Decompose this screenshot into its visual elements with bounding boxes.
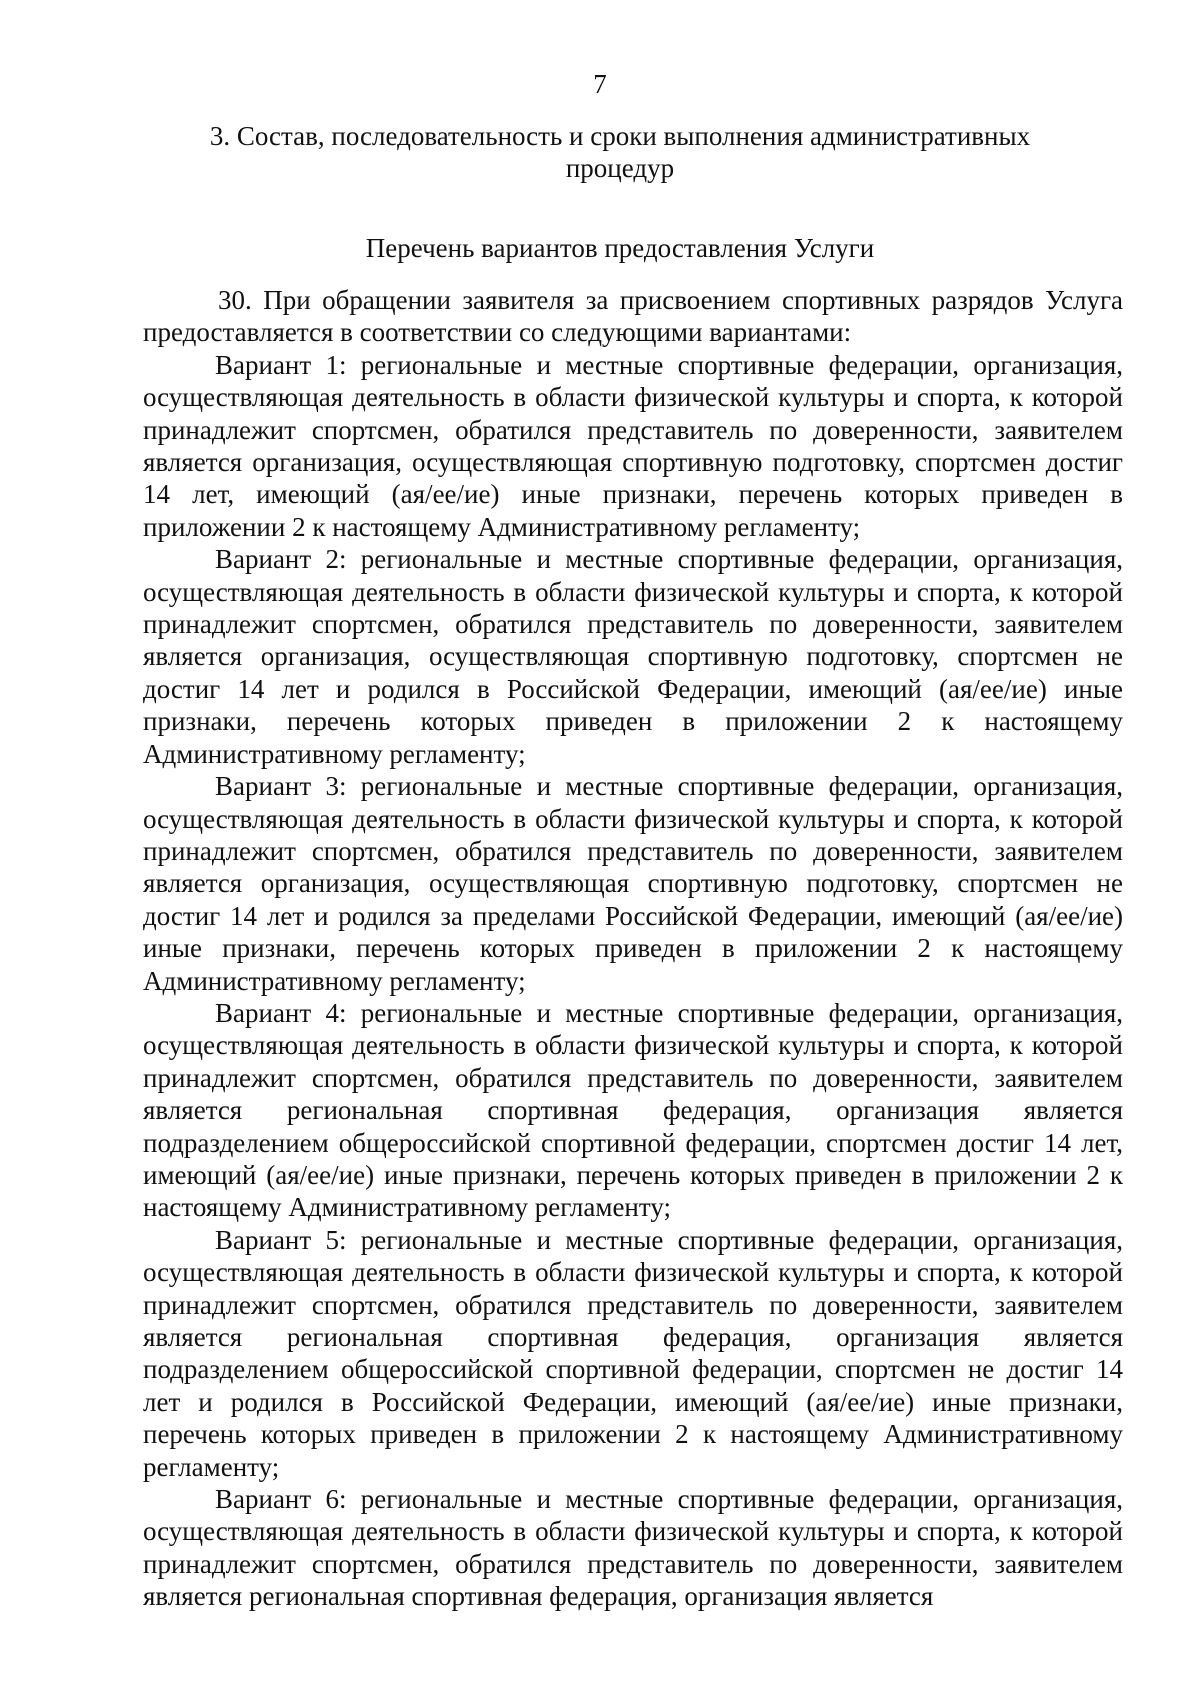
paragraph-variant-2: Вариант 2: региональные и местные спортивные федерации, организация, осуществляющая деятельность в области физической культуры и спорта, к которой принадлежит спортсмен, обратился представитель по доверенности, заявителем является организация, осуществляющая спортивную подготовку, спортсмен не достиг 14 лет и родился в Российской Федерации, имеющий (ая/ее/ие) иные признаки, перечень которых приведен в приложении 2 к настоящему Административному регламенту; (143, 544, 1123, 769)
paragraph-variant-6: Вариант 6: региональные и местные спортивные федерации, организация, осуществляющая деятельность в области физической культуры и спорта, к которой принадлежит спортсмен, обратился представитель по доверенности, заявителем является региональная спортивная федерация, организация является (143, 1484, 1123, 1612)
paragraph-30: 30. При обращении заявителя за присвоением спортивных разрядов Услуга предоставляется в соответствии со следующими вариантами: (143, 285, 1123, 348)
body-text (143, 284, 1123, 1613)
page-number: 7 (593, 69, 607, 99)
paragraph-variant-3: Вариант 3: региональные и местные спортивные федерации, организация, осуществляющая деятельность в области физической культуры и спорта, к которой принадлежит спортсмен, обратился представитель по доверенности, заявителем является организация, осуществляющая спортивную подготовку, спортсмен не достиг 14 лет и родился за пределами Российской Федерации, имеющий (ая/ее/ие) иные признаки, перечень которых приведен в приложении 2 к настоящему Административному регламенту; (143, 771, 1123, 996)
paragraph-variant-4: Вариант 4: региональные и местные спортивные федерации, организация, осуществляющая деятельность в области физической культуры и спорта, к которой принадлежит спортсмен, обратился представитель по доверенности, заявителем является региональная спортивная федерация, организация является подразделением общероссийской спортивной федерации, спортсмен достиг 14 лет, имеющий (ая/ее/ие) иные признаки, перечень которых приведен в приложении 2 к настоящему Административному регламенту; (143, 997, 1123, 1223)
subsection-title: Перечень вариантов предоставления Услуги (365, 233, 875, 263)
section-title: 3. Состав, последовательность и сроки выполнения административных процедур (209, 121, 1031, 183)
paragraph-variant-5: Вариант 5: региональные и местные спортивные федерации, организация, осуществляющая деятельность в области физической культуры и спорта, к которой принадлежит спортсмен, обратился представитель по доверенности, заявителем является региональная спортивная федерация, организация является подразделением общероссийской спортивной федерации, спортсмен не достиг 14 лет и родился в Российской Федерации, имеющий (ая/ее/ие) иные признаки, перечень которых приведен в приложении 2 к настоящему Административному регламенту; (143, 1224, 1123, 1482)
paragraph-variant-1: Вариант 1: региональные и местные спортивные федерации, организация, осуществляющая деятельность в области физической культуры и спорта, к которой принадлежит спортсмен, обратился представитель по доверенности, заявителем является организация, осуществляющая спортивную подготовку, спортсмен достиг 14 лет, имеющий (ая/ее/ие) иные признаки, перечень которых приведен в приложении 2 к настоящему Административному регламенту; (143, 349, 1123, 542)
